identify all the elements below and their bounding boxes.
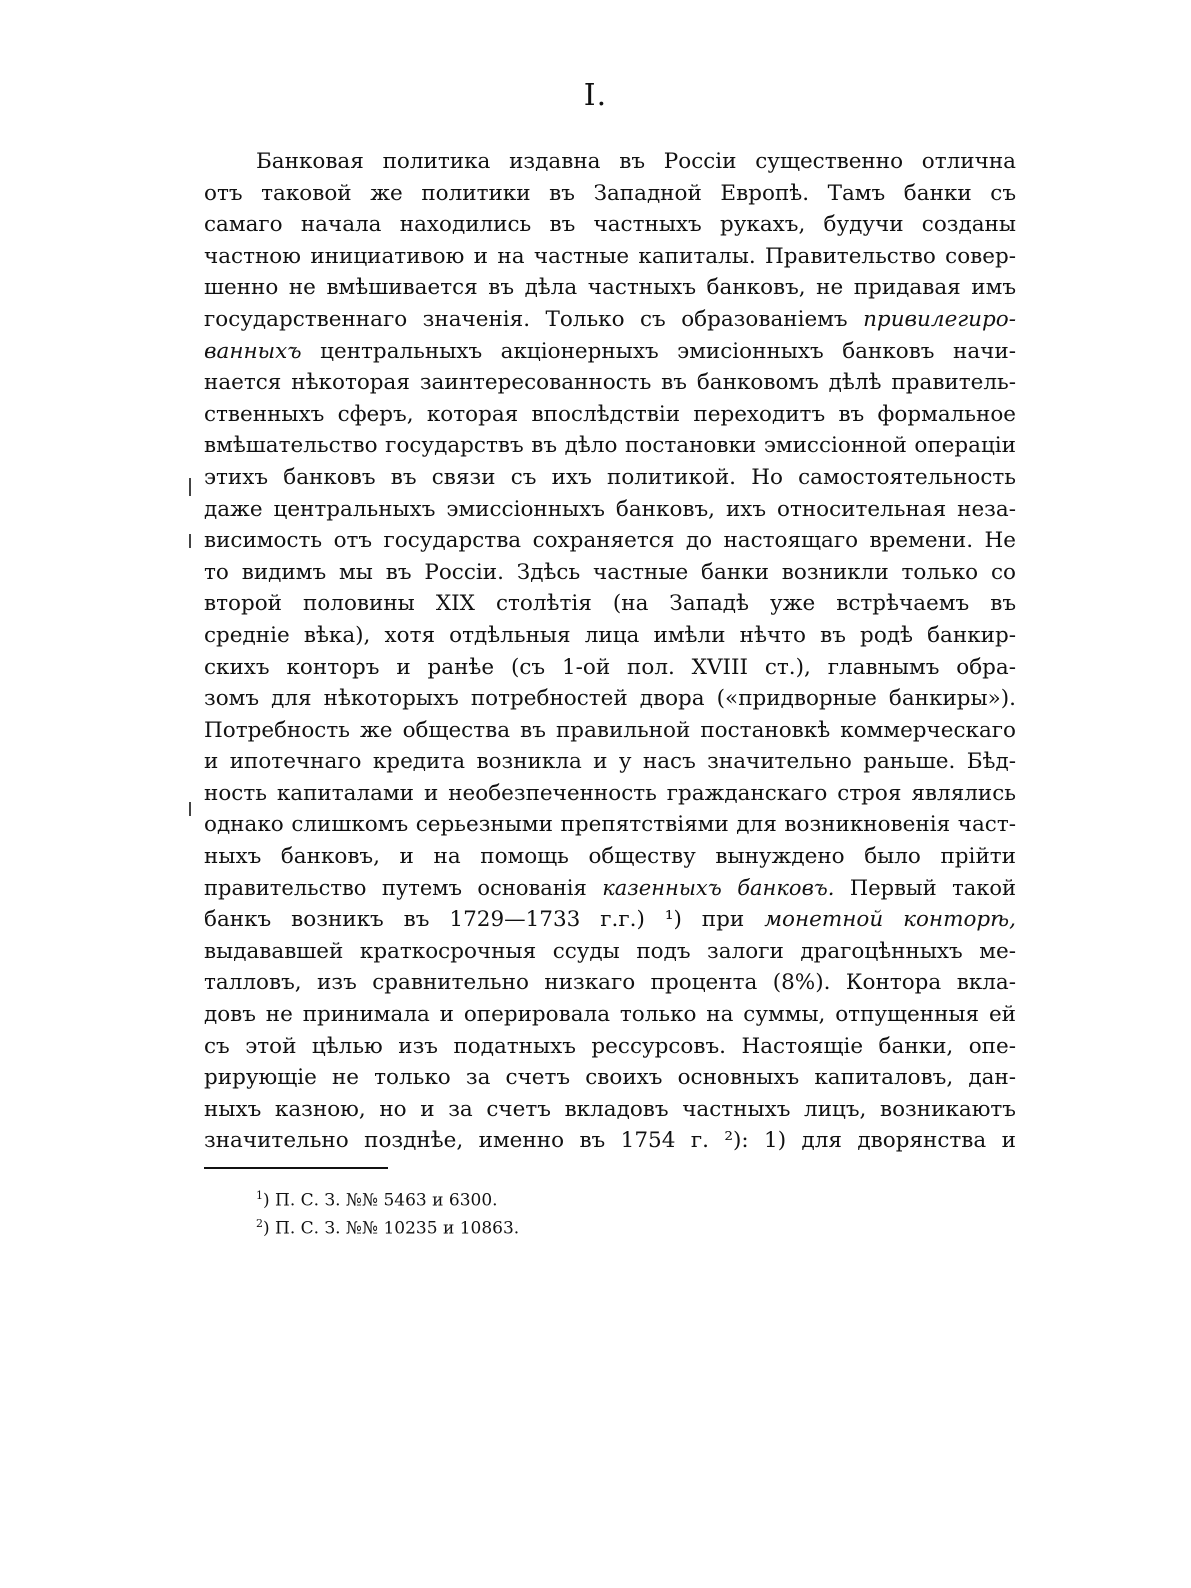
text-segment: правительство путемъ основанія [204, 875, 603, 900]
text-line [204, 904, 1016, 936]
text-segment: даже центральныхъ эмиссіонныхъ банковъ, ихъ относительная неза- [204, 496, 1016, 522]
text-segment: частною инициативою и на частные капиталы. Правительство совер- [204, 243, 1016, 269]
text-line [204, 209, 1016, 241]
text-line [204, 1062, 1016, 1094]
footnote-paren: ) [263, 1190, 276, 1211]
footnotes [256, 1182, 956, 1238]
italic-text: ванныхъ [204, 338, 302, 364]
text-line [204, 841, 1016, 873]
footnote-paren: ) [263, 1218, 276, 1239]
text-line [204, 652, 1016, 684]
text-line [204, 809, 1016, 841]
text-segment: выдававшей краткосрочныя ссуды подъ залоги драгоцѣнныхъ ме- [204, 938, 1016, 964]
italic-text: монетной конторѣ, [764, 907, 1016, 933]
text-segment: Потребность же общества въ правильной постановкѣ коммерческаго [204, 717, 1016, 743]
text-line [204, 999, 1016, 1031]
text-segment: нается нѣкоторая заинтересованность въ банковомъ дѣлѣ правитель- [204, 370, 1016, 396]
text-line [204, 588, 1016, 620]
text-segment: то видимъ мы въ Россіи. Здѣсь частные банки возникли только со [204, 559, 1016, 585]
text-segment: съ этой цѣлью изъ податныхъ рессурсовъ. Настоящіе банки, опе- [204, 1033, 1016, 1059]
text-segment: самаго начала находились въ частныхъ рукахъ, будучи созданы [204, 212, 1016, 238]
text-segment: средніе вѣка), хотя отдѣльныя лица имѣли нѣчто въ родѣ банкир- [204, 622, 1016, 648]
text-line [204, 1094, 1016, 1126]
footnote [256, 1210, 956, 1238]
footnote-mark: 2 [256, 1217, 263, 1230]
text-line [204, 715, 1016, 747]
text-segment: зомъ для нѣкоторыхъ потребностей двора («придворные банкиры»). [204, 686, 1016, 712]
text-line [204, 557, 1016, 589]
text-line [204, 967, 1016, 999]
text-line [204, 462, 1016, 494]
footnote-separator [204, 1167, 388, 1169]
margin-mark [189, 478, 191, 496]
text-line [204, 620, 1016, 652]
text-segment: Первый такой [834, 875, 1016, 900]
text-line [204, 494, 1016, 526]
text-segment: банкъ возникъ въ 1729—1733 г.г.) ¹) при [204, 907, 765, 933]
italic-text: привилегиро- [863, 306, 1016, 332]
text-segment: ныхъ казною, но и за счетъ вкладовъ частныхъ лицъ, возникаютъ [204, 1096, 1016, 1122]
text-segment: однако слишкомъ серьезными препятствіями для возникновенія част- [204, 812, 1016, 838]
footnote [256, 1182, 956, 1210]
text-line [204, 873, 1016, 905]
text-segment: отъ таковой же политики въ Западной Европѣ. Тамъ банки съ [204, 180, 1016, 206]
italic-text: казенныхъ банковъ. [602, 875, 835, 900]
text-segment: второй половины XIX столѣтія (на Западѣ уже встрѣчаемъ въ [204, 591, 1016, 617]
footnote-mark: 1 [256, 1189, 263, 1202]
text-segment: этихъ банковъ въ связи съ ихъ политикой. Но самостоятельность [204, 464, 1016, 490]
text-line [204, 367, 1016, 399]
text-line [204, 1031, 1016, 1063]
text-segment: значительно позднѣе, именно въ 1754 г. ²): 1) для дворянства и [204, 1128, 1016, 1154]
text-line [204, 1125, 1016, 1157]
text-segment: вмѣшательство государствъ въ дѣло постановки эмиссіонной операціи [204, 433, 1016, 459]
text-segment: государственнаго значенія. Только съ образованіемъ [204, 306, 864, 332]
text-line [204, 304, 1016, 336]
text-segment: висимость отъ государства сохраняется до настоящаго времени. Не [204, 528, 1016, 554]
text-line [204, 241, 1016, 273]
text-line [204, 146, 1016, 178]
text-segment: рирующіе не только за счетъ своихъ основныхъ капиталовъ, дан- [204, 1065, 1016, 1091]
body-paragraph [204, 146, 1016, 1157]
text-segment: ныхъ банковъ, и на помощь обществу вынуждено было прійти [204, 844, 1016, 870]
text-line [204, 336, 1016, 368]
margin-mark [189, 802, 191, 816]
text-line [204, 936, 1016, 968]
text-segment: шенно не вмѣшивается въ дѣла частныхъ банковъ, не придавая имъ [204, 275, 1016, 301]
text-segment: ность капиталами и необезпеченность гражданскаго строя являлись [204, 780, 1016, 806]
margin-mark [189, 534, 191, 548]
text-line [204, 683, 1016, 715]
text-line [204, 178, 1016, 210]
text-segment: довъ не принимала и оперировала только на суммы, отпущенныя ей [204, 1002, 1016, 1028]
text-line [204, 746, 1016, 778]
text-line [204, 272, 1016, 304]
footnote-text: П. С. З. №№ 10235 и 10863. [275, 1218, 520, 1239]
text-line [204, 778, 1016, 810]
text-segment: центральныхъ акціонерныхъ эмисіонныхъ банковъ начи- [301, 338, 1016, 364]
text-line [204, 399, 1016, 431]
text-segment: и ипотечнаго кредита возникла и у насъ значительно раньше. Бѣд- [204, 749, 1016, 775]
text-segment: Банковая политика издавна въ Россіи существенно отлична [256, 149, 1016, 174]
text-line [204, 525, 1016, 557]
section-heading: I. [583, 78, 608, 113]
footnote-text: П. С. З. №№ 5463 и 6300. [275, 1190, 498, 1211]
text-segment: ственныхъ сферъ, которая впослѣдствіи переходитъ въ формальное [204, 401, 1016, 427]
text-segment: талловъ, изъ сравнительно низкаго процента (8%). Контора вкла- [204, 970, 1016, 996]
text-line [204, 430, 1016, 462]
text-segment: скихъ конторъ и ранѣе (съ 1-ой пол. XVIII ст.), главнымъ обра- [204, 654, 1016, 680]
